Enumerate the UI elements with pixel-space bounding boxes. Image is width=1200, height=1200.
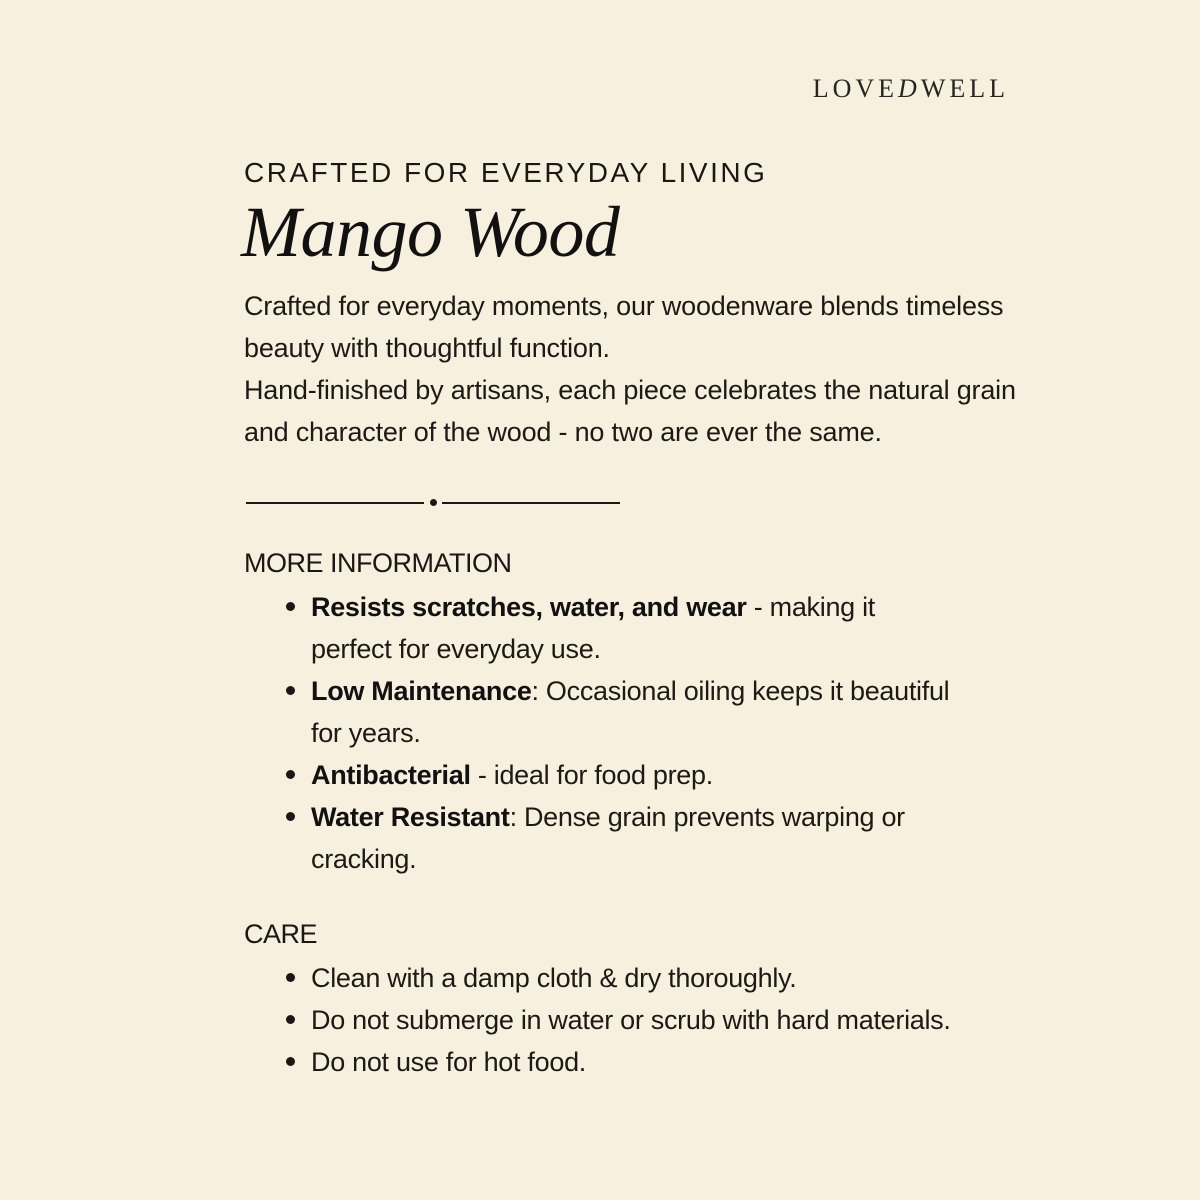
feature-description: : Occasional oiling keeps it beautiful for years.: [311, 676, 950, 748]
intro-paragraph-2: Hand-finished by artisans, each piece celebrates the natural grain and character of the wood - no two are ever the same.: [244, 375, 1016, 447]
divider-line-left: [246, 502, 424, 504]
page-title: Mango Wood: [241, 192, 620, 272]
care-heading: CARE: [244, 919, 318, 949]
bullet-icon: [286, 973, 295, 982]
feature-description: : Dense grain prevents warping or cracking.: [311, 802, 905, 874]
more-information-item: [311, 754, 951, 796]
brand-logo: [813, 76, 1009, 102]
divider-line-right: [442, 502, 620, 504]
care-item-text: Do not use for hot food.: [311, 1047, 586, 1077]
eyebrow-text: CRAFTED FOR EVERYDAY LIVING: [244, 157, 768, 188]
more-information-heading: MORE INFORMATION: [244, 548, 512, 578]
section-divider: [246, 497, 624, 509]
care-item: [311, 1041, 951, 1083]
intro-description: [244, 285, 1024, 453]
intro-paragraph-1: Crafted for everyday moments, our woodenware blends timeless beauty with thoughtful function.: [244, 291, 1004, 363]
bullet-icon: [286, 812, 295, 821]
product-info-card: [241, 153, 1024, 1083]
more-information-item: [311, 670, 951, 754]
brand-logo-part-well: WELL: [920, 74, 1009, 103]
more-information-list: [244, 586, 951, 880]
brand-logo-part-love: LOVE: [812, 74, 899, 103]
bullet-icon: [286, 1015, 295, 1024]
feature-name: Antibacterial: [311, 760, 471, 790]
feature-description: - making it perfect for everyday use.: [311, 592, 875, 664]
bullet-icon: [286, 770, 295, 779]
care-item: [311, 957, 951, 999]
more-information-item: [311, 796, 951, 880]
bullet-icon: [286, 686, 295, 695]
care-item: [311, 999, 951, 1041]
divider-dot: [430, 499, 437, 506]
care-list: [244, 957, 951, 1083]
brand-logo-part-d: D: [898, 74, 921, 103]
feature-name: Resists scratches, water, and wear: [311, 592, 747, 622]
feature-description: - ideal for food prep.: [470, 760, 713, 790]
bullet-icon: [286, 1057, 295, 1066]
care-item-text: Clean with a damp cloth & dry thoroughly.: [311, 963, 797, 993]
care-item-text: Do not submerge in water or scrub with hard materials.: [311, 1005, 951, 1035]
feature-name: Low Maintenance: [311, 676, 532, 706]
more-information-item: [311, 586, 951, 670]
bullet-icon: [286, 602, 295, 611]
feature-name: Water Resistant: [311, 802, 510, 832]
